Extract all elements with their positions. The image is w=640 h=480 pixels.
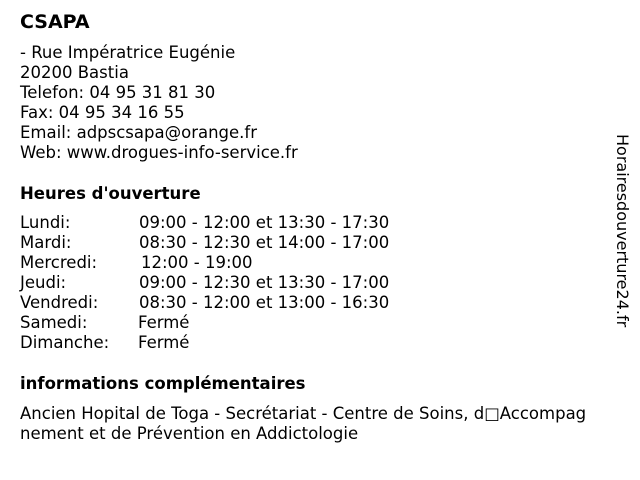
time-value: Fermé <box>138 333 190 352</box>
street-line: - Rue Impératrice Eugénie <box>20 43 236 62</box>
day-label: Samedi: <box>20 313 88 332</box>
phone-line: Telefon: 04 95 31 81 30 <box>20 83 216 102</box>
time-value: 08:30 - 12:00 et 13:00 - 16:30 <box>139 293 390 312</box>
watermark: Horairesdouverture24.fr <box>613 134 632 328</box>
fax-line: Fax: 04 95 34 16 55 <box>20 103 185 122</box>
hours-heading: Heures d'ouverture <box>20 184 201 203</box>
day-label: Dimanche: <box>20 333 110 352</box>
page-title: CSAPA <box>20 11 90 33</box>
info-line: nement et de Prévention en Addictologie <box>20 424 359 443</box>
info-line: Ancien Hopital de Toga - Secrétariat - Centre de Soins, d□Accompag <box>20 404 587 423</box>
email-line: Email: adpscsapa@orange.fr <box>20 123 258 142</box>
day-label: Jeudi: <box>20 273 67 292</box>
day-label: Lundi: <box>20 213 71 232</box>
web-line: Web: www.drogues-info-service.fr <box>20 143 298 162</box>
info-heading: informations complémentaires <box>20 374 306 393</box>
day-label: Vendredi: <box>20 293 99 312</box>
info-text <box>20 404 624 444</box>
time-value: 09:00 - 12:30 et 13:30 - 17:00 <box>139 273 390 292</box>
time-value: Fermé <box>138 313 190 332</box>
day-label: Mercredi: <box>20 253 98 272</box>
time-value: 12:00 - 19:00 <box>141 253 253 272</box>
day-label: Mardi: <box>20 233 72 252</box>
time-value: 08:30 - 12:30 et 14:00 - 17:00 <box>139 233 390 252</box>
time-value: 09:00 - 12:00 et 13:30 - 17:30 <box>139 213 390 232</box>
city-line: 20200 Bastia <box>20 63 129 82</box>
address-block <box>20 43 298 163</box>
